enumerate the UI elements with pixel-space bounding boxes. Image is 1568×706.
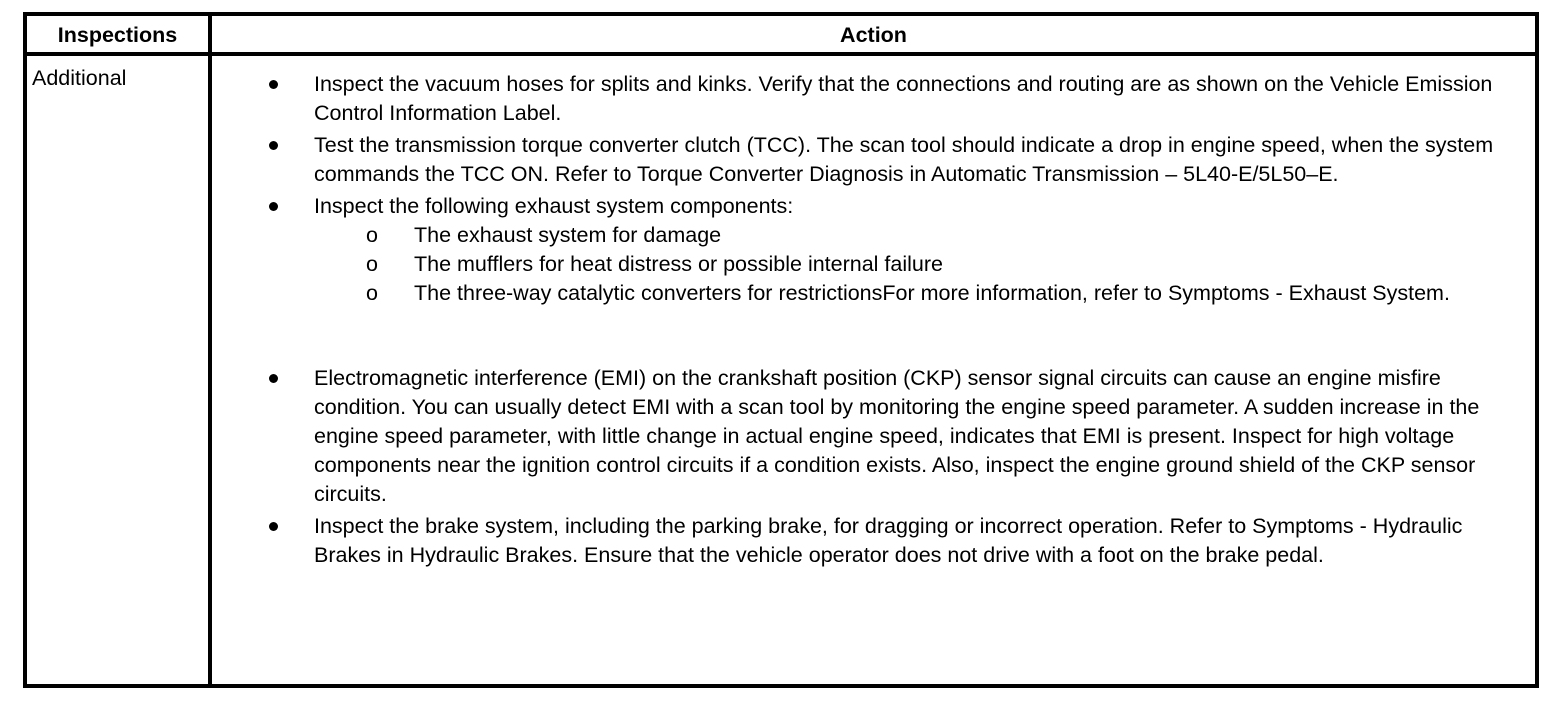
action-item <box>212 70 1525 128</box>
action-item-text: Test the transmission torque converter clutch (TCC). The scan tool should indicate a drop in engine speed, when the system commands the TCC ON. Refer to Torque Converter Diagnosis in Automatic Transmission – 5L40-E/5L50–E. <box>314 133 1494 186</box>
sub-item <box>314 221 1525 250</box>
sub-item-text: The three-way catalytic converters for restrictionsFor more information, refer to Symptoms - Exhaust System. <box>414 281 1450 305</box>
sub-item <box>314 279 1525 308</box>
sub-item <box>314 250 1525 279</box>
action-item-text: Inspect the brake system, including the parking brake, for dragging or incorrect operation. Refer to Symptoms - Hydraulic Brakes in Hydraulic Brakes. Ensure that the vehicle operator does not drive with a foot on the brake pedal. <box>314 514 1463 567</box>
action-item <box>212 131 1525 189</box>
bullet-icon <box>269 141 278 150</box>
circle-bullet-icon: o <box>366 252 378 276</box>
action-list <box>212 70 1525 573</box>
bullet-icon <box>269 374 278 383</box>
action-item <box>212 364 1525 509</box>
circle-bullet-icon: o <box>366 223 378 247</box>
bullet-icon <box>269 202 278 211</box>
circle-bullet-icon: o <box>366 281 378 305</box>
bullet-icon <box>269 522 278 531</box>
sub-item-text: The mufflers for heat distress or possible internal failure <box>414 252 943 276</box>
sub-item-text: The exhaust system for damage <box>414 223 722 247</box>
spacer <box>314 308 1525 361</box>
action-item-text: Electromagnetic interference (EMI) on the crankshaft position (CKP) sensor signal circuits can cause an engine misfire condition. You can usually detect EMI with a scan tool by monitoring the engine speed parameter. A sudden increase in the engine speed parameter, with little change in actual engine speed, indicates that EMI is present. Inspect for high voltage components near the ignition control circuits if a condition exists. Also, inspect the engine ground shield of the CKP sensor circuits. <box>314 366 1480 506</box>
action-item <box>212 512 1525 570</box>
action-item <box>212 192 1525 361</box>
inspection-cell: Additional <box>32 66 127 90</box>
header-action: Action <box>840 23 907 47</box>
exhaust-sublist <box>314 221 1525 308</box>
action-item-text: Inspect the following exhaust system components: <box>314 194 794 218</box>
action-item-text: Inspect the vacuum hoses for splits and kinks. Verify that the connections and routing are as shown on the Vehicle Emission Control Information Label. <box>314 72 1493 125</box>
header-inspections: Inspections <box>57 23 178 47</box>
action-cell <box>212 56 1535 684</box>
bullet-icon <box>269 80 278 89</box>
inspection-table <box>23 12 1539 688</box>
